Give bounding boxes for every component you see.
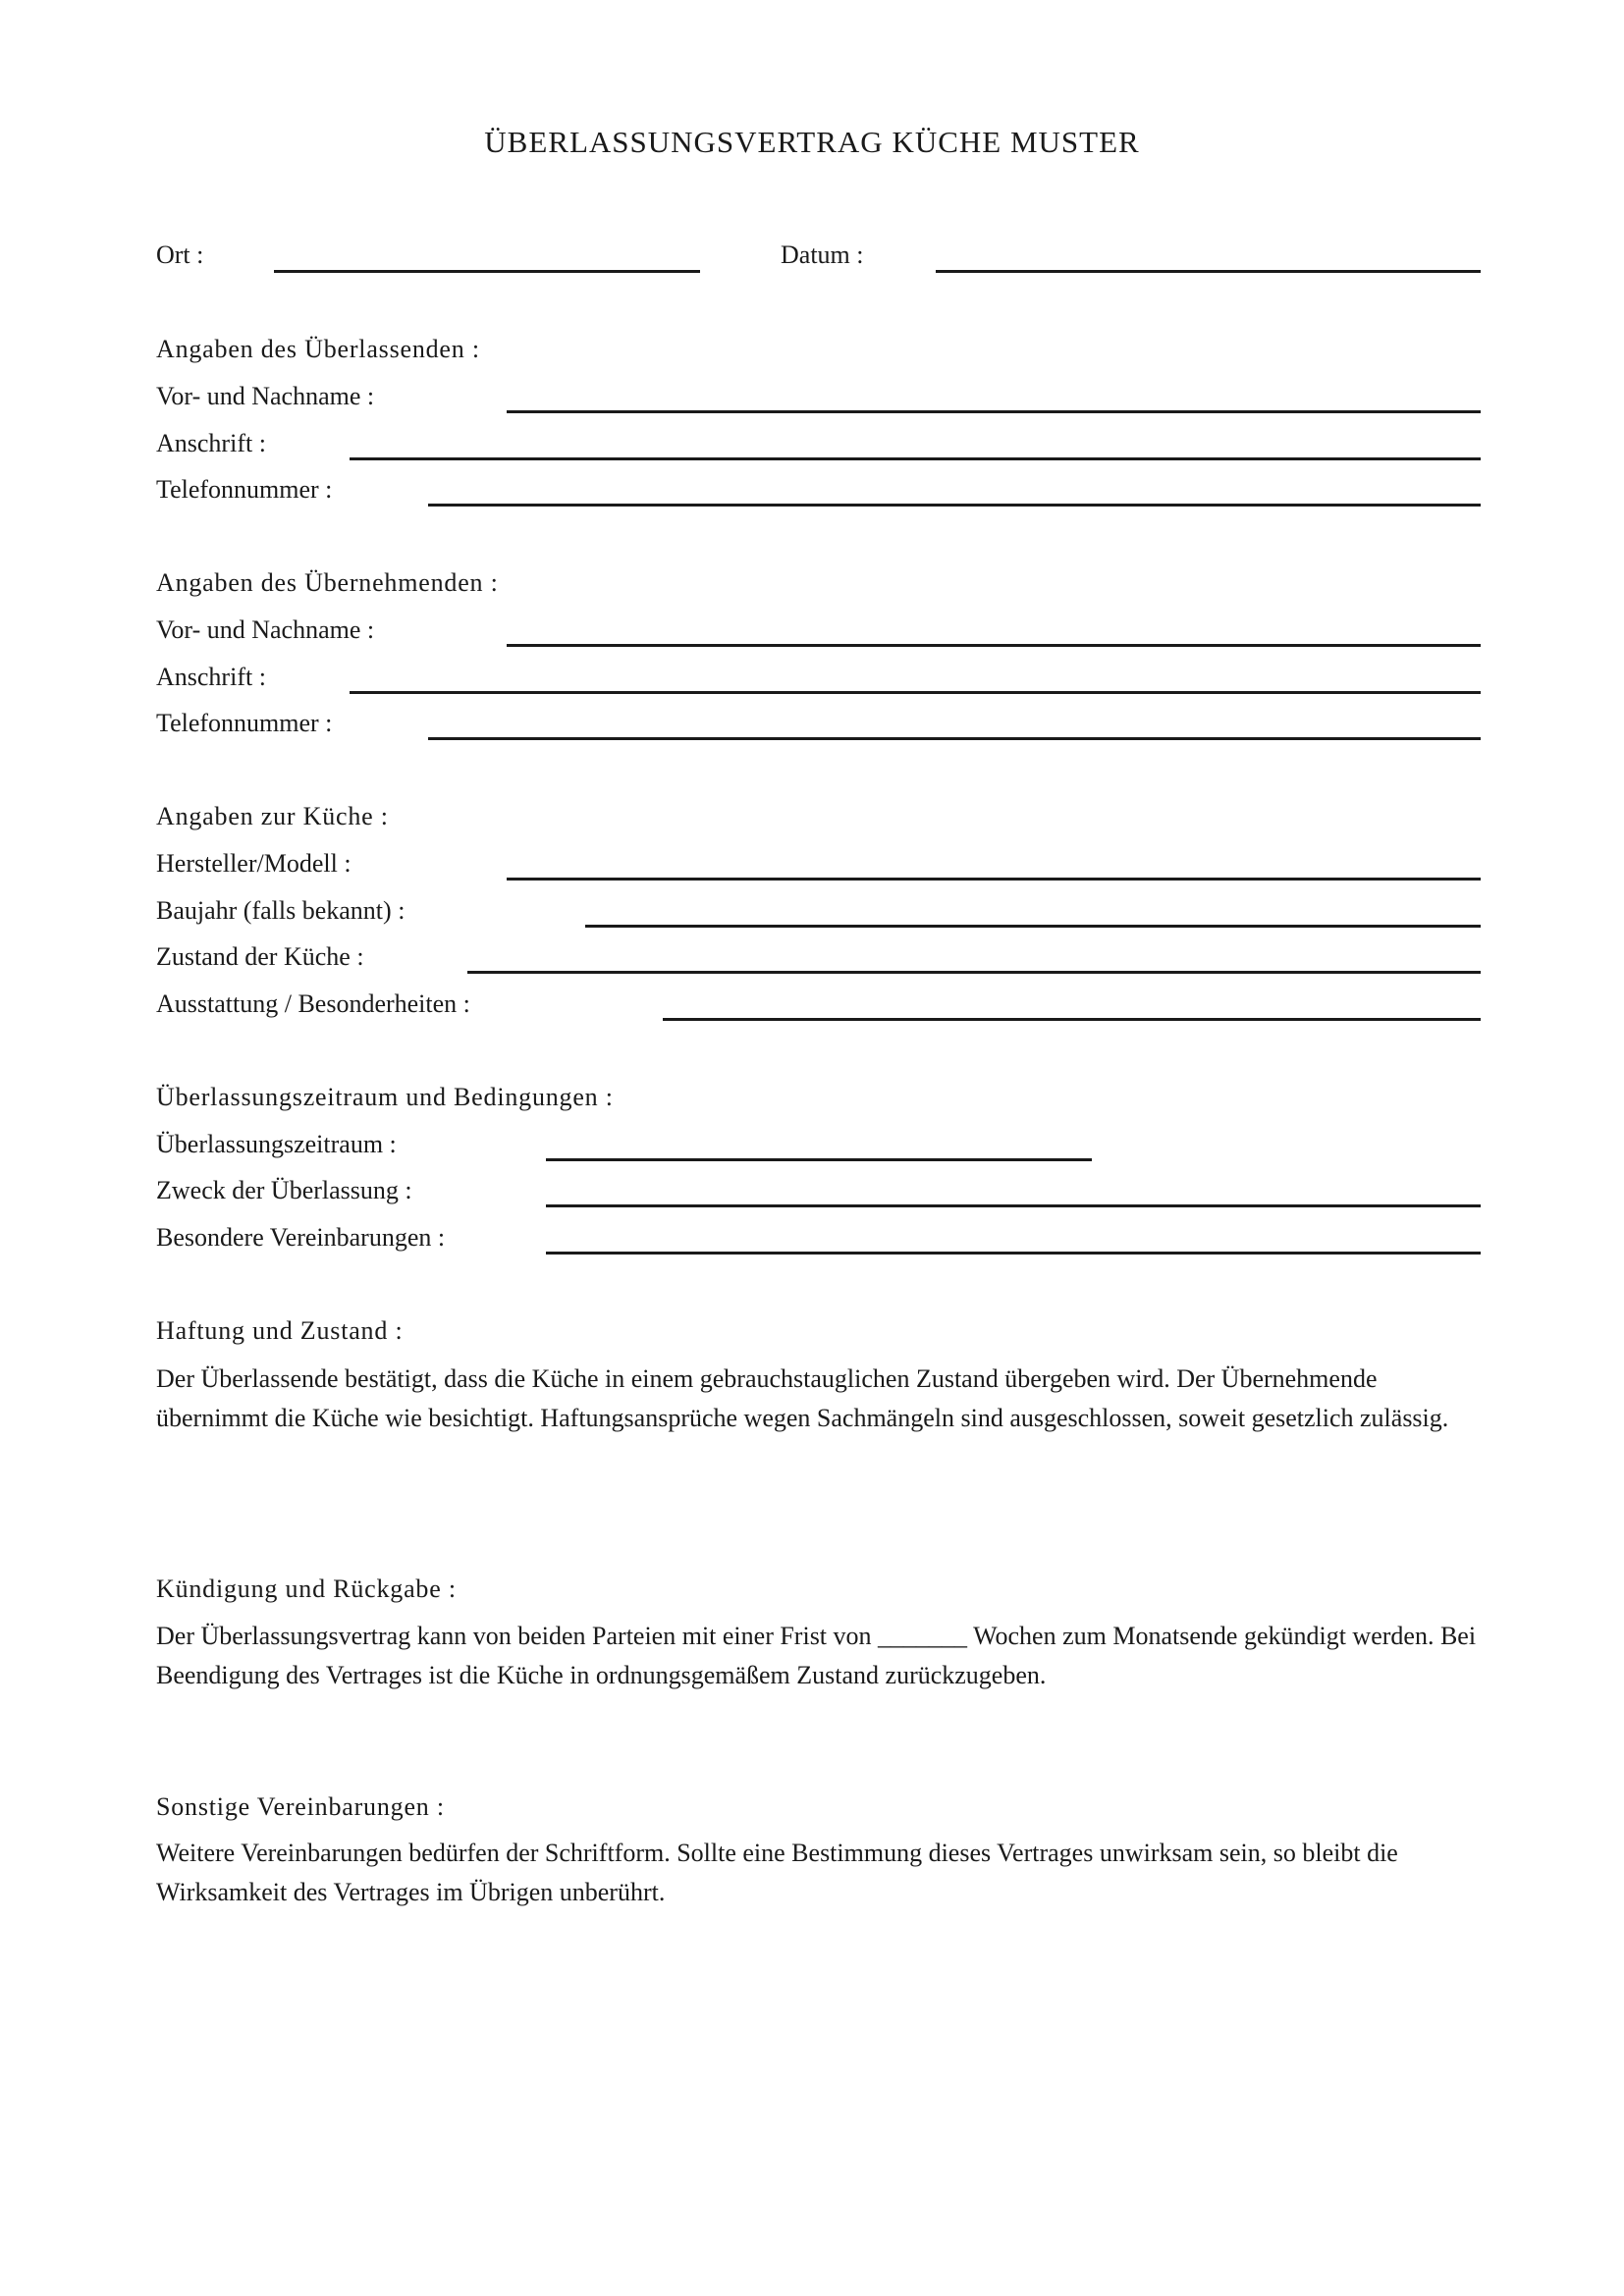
ueberlassender-phone-label: Telefonnummer :	[156, 475, 333, 504]
uebernehmender-name-field[interactable]	[507, 644, 1481, 647]
kueche-features-field[interactable]	[663, 1018, 1481, 1021]
ueberlassender-name-label: Vor- und Nachname :	[156, 382, 375, 410]
uebernehmender-phone-field[interactable]	[428, 737, 1481, 740]
ort-label: Ort :	[156, 240, 204, 269]
kueche-heading: Angaben zur Küche :	[156, 802, 389, 830]
uebernehmender-heading: Angaben des Übernehmenden :	[156, 568, 499, 597]
datum-label: Datum :	[781, 240, 864, 269]
ueberlassender-phone-field[interactable]	[428, 504, 1481, 507]
page-title: ÜBERLASSUNGSVERTRAG KÜCHE MUSTER	[484, 125, 1140, 159]
ueberlassender-address-field[interactable]	[350, 457, 1481, 460]
ueberlassender-heading: Angaben des Überlassenden :	[156, 335, 480, 363]
haftung-heading: Haftung und Zustand :	[156, 1316, 404, 1345]
ueberlassender-address-label: Anschrift :	[156, 429, 266, 457]
haftung-paragraph: Der Überlassende bestätigt, dass die Küche in einem gebrauchstauglichen Zustand übergeben wird. Der Übernehmende übernimmt die Küche wie besichtigt. Haftungsansprüche wegen Sachmängeln sind ausgeschlossen, soweit gesetzlich zulässig.	[156, 1364, 1449, 1432]
kueche-condition-label: Zustand der Küche :	[156, 942, 364, 971]
sonstiges-paragraph: Weitere Vereinbarungen bedürfen der Schriftform. Sollte eine Bestimmung dieses Vertrages unwirksam sein, so bleibt die Wirksamkeit des Vertrages im Übrigen unberührt.	[156, 1839, 1398, 1906]
kueche-condition-field[interactable]	[467, 971, 1481, 974]
kueche-year-field[interactable]	[585, 925, 1481, 928]
zeitraum-agreements-label: Besondere Vereinbarungen :	[156, 1223, 446, 1252]
kueche-maker-label: Hersteller/Modell :	[156, 849, 352, 878]
datum-field[interactable]	[936, 270, 1481, 273]
kuendigung-heading: Kündigung und Rückgabe :	[156, 1575, 457, 1603]
zeitraum-heading: Überlassungszeitraum und Bedingungen :	[156, 1083, 614, 1111]
zeitraum-period-field[interactable]	[546, 1158, 1092, 1161]
sonstiges-heading: Sonstige Vereinbarungen :	[156, 1792, 445, 1821]
kueche-maker-field[interactable]	[507, 878, 1481, 881]
uebernehmender-address-label: Anschrift :	[156, 663, 266, 691]
zeitraum-agreements-field[interactable]	[546, 1252, 1481, 1255]
uebernehmender-phone-label: Telefonnummer :	[156, 709, 333, 737]
kueche-year-label: Baujahr (falls bekannt) :	[156, 896, 406, 925]
uebernehmender-address-field[interactable]	[350, 691, 1481, 694]
kuendigung-paragraph: Der Überlassungsvertrag kann von beiden Parteien mit einer Frist von _______ Wochen zum Monatsende gekündigt werden. Bei Beendigung des Vertrages ist die Küche in ordnungsgemäßem Zustand zurückzugeben.	[156, 1622, 1477, 1689]
zeitraum-purpose-label: Zweck der Überlassung :	[156, 1176, 412, 1204]
uebernehmender-name-label: Vor- und Nachname :	[156, 615, 375, 644]
zeitraum-purpose-field[interactable]	[546, 1204, 1481, 1207]
ort-field[interactable]	[274, 270, 700, 273]
zeitraum-period-label: Überlassungszeitraum :	[156, 1130, 397, 1158]
ueberlassender-name-field[interactable]	[507, 410, 1481, 413]
kueche-features-label: Ausstattung / Besonderheiten :	[156, 989, 470, 1018]
